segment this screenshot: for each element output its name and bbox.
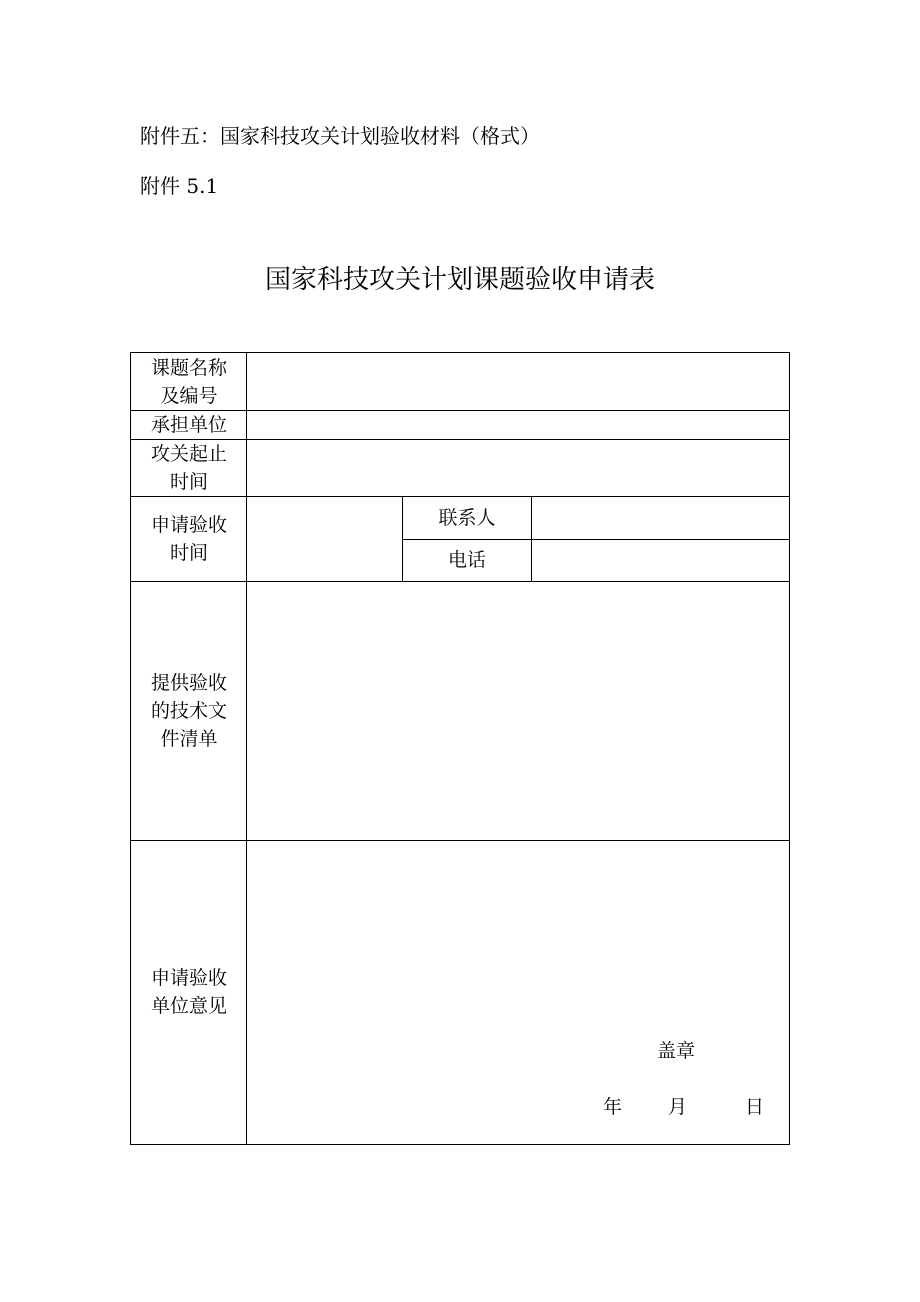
phone-label-cell xyxy=(402,539,532,581)
opinion-label-cell xyxy=(131,840,247,1144)
year-label: 年 xyxy=(603,1096,623,1118)
undertaking-unit-label-cell xyxy=(131,410,247,439)
period-label: 攻关起止 时间 xyxy=(150,442,227,493)
day-label: 日 xyxy=(745,1096,765,1118)
month-label: 月 xyxy=(668,1096,688,1118)
undertaking-unit-label: 承担单位 xyxy=(150,413,227,436)
tech-docs-label: 提供验收 的技术文 件清单 xyxy=(150,671,227,750)
apply-time-label-cell xyxy=(131,496,247,581)
opinion-label: 申请验收 单位意见 xyxy=(150,967,227,1017)
contact-label: 联系人 xyxy=(438,506,496,529)
page-title: 国家科技攻关计划课题验收申请表 xyxy=(264,265,655,295)
seal-label: 盖章 xyxy=(657,1040,696,1062)
contact-label-cell xyxy=(402,496,532,539)
phone-label: 电话 xyxy=(447,549,486,571)
tech-docs-label-cell xyxy=(131,581,247,840)
project-name-label-cell xyxy=(131,353,247,410)
apply-time-label: 申请验收 时间 xyxy=(150,513,227,564)
period-label-cell xyxy=(131,439,247,496)
attachment-line: 附件五：国家科技攻关计划验收材料（格式） xyxy=(140,124,540,148)
attachment-number: 附件 5.1 xyxy=(140,174,219,198)
project-name-label: 课题名称 及编号 xyxy=(150,356,227,407)
application-form-table xyxy=(130,352,790,1145)
